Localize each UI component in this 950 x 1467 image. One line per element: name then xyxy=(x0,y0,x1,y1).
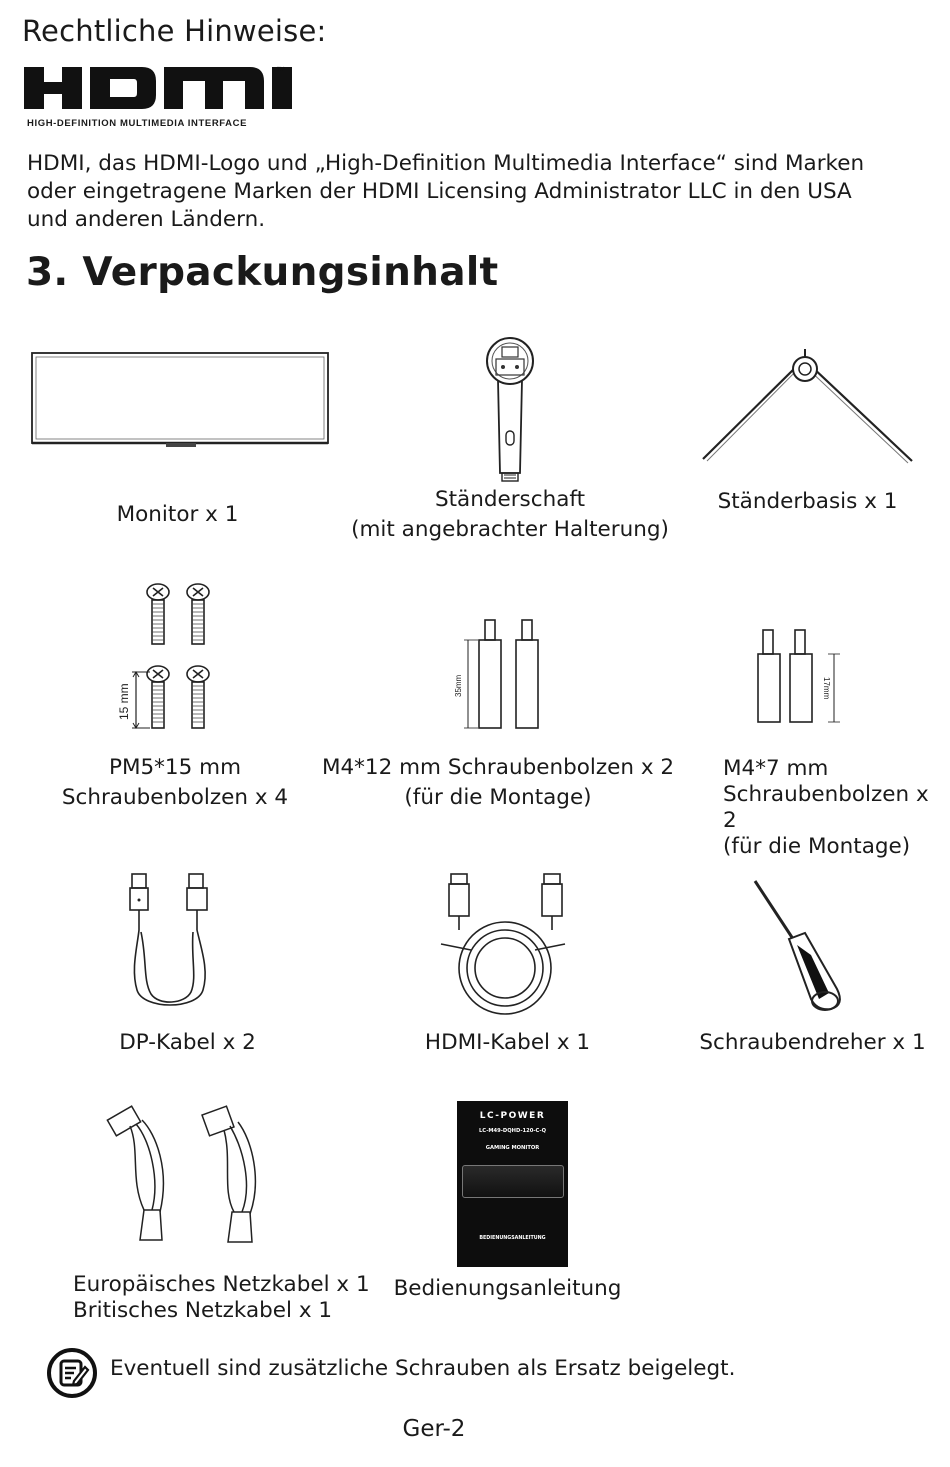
monitor-label: Monitor x 1 xyxy=(116,502,239,527)
hdmi-logo xyxy=(24,62,296,116)
screwdriver-label: Schraubendreher x 1 xyxy=(699,1030,926,1055)
hdmi-cable-illustration xyxy=(435,870,570,1020)
m4-7-label-line2: Schraubenbolzen x 2 xyxy=(723,782,929,833)
legal-line: und anderen Ländern. xyxy=(27,207,266,232)
hdmi-logo-subtitle: HIGH-DEFINITION MULTIMEDIA INTERFACE xyxy=(27,118,248,129)
pm5-dimension-label: 15 mm xyxy=(117,683,131,720)
m4-7-dimension-label: 17mm xyxy=(822,677,831,700)
manual-label: Bedienungsanleitung xyxy=(393,1276,622,1301)
manual-illustration xyxy=(457,1101,568,1267)
page-number: Ger-2 xyxy=(402,1416,466,1442)
dp-cable-label: DP-Kabel x 2 xyxy=(119,1030,256,1055)
stand-shaft-illustration xyxy=(478,335,544,485)
pm5-label-line2: Schraubenbolzen x 4 xyxy=(61,785,289,810)
note-text: Eventuell sind zusätzliche Schrauben als Ersatz beigelegt. xyxy=(110,1356,736,1381)
pm5-screws-illustration xyxy=(112,580,222,732)
manual-cover-model: LC-M49-DQHD-120-C-Q xyxy=(478,1128,546,1134)
pm5-screws-label xyxy=(45,753,305,813)
stand-base-label: Ständerbasis x 1 xyxy=(717,489,898,514)
legal-line: oder eingetragene Marken der HDMI Licensing Administrator LLC in den USA xyxy=(27,179,852,204)
m4-12-bolts-label xyxy=(318,753,678,813)
note-pencil-icon xyxy=(46,1347,98,1399)
manual-cover-monitor-image xyxy=(462,1165,564,1198)
legal-paragraph xyxy=(27,150,939,234)
stand-shaft-label-line2: (mit angebrachter Halterung) xyxy=(351,517,669,542)
stand-shaft-label-line1: Ständerschaft xyxy=(434,487,586,512)
stand-base-illustration xyxy=(700,345,915,465)
m4-7-bolts-label xyxy=(723,756,948,860)
screwdriver-illustration xyxy=(745,875,850,1015)
monitor-illustration xyxy=(30,350,330,450)
stand-shaft-label xyxy=(340,485,680,545)
power-cable-eu-label: Europäisches Netzkabel x 1 xyxy=(73,1272,370,1297)
section-title: 3. Verpackungsinhalt xyxy=(26,250,499,295)
power-cables-label xyxy=(73,1272,373,1324)
m4-7-label-line1: M4*7 mm xyxy=(723,756,829,781)
legal-heading: Rechtliche Hinweise: xyxy=(22,14,327,48)
m4-12-label-line2: (für die Montage) xyxy=(404,785,592,810)
m4-12-label-line1: M4*12 mm Schraubenbolzen x 2 xyxy=(321,755,675,780)
hdmi-cable-label: HDMI-Kabel x 1 xyxy=(424,1030,591,1055)
manual-cover-title: BEDIENUNGSANLEITUNG xyxy=(479,1236,546,1241)
m4-12-bolts-illustration xyxy=(450,615,550,735)
pm5-label-line1: PM5*15 mm xyxy=(108,755,242,780)
manual-cover-type: GAMING MONITOR xyxy=(485,1145,540,1151)
m4-7-label-line3: (für die Montage) xyxy=(723,834,911,859)
m4-7-bolts-illustration xyxy=(750,625,850,725)
m4-12-dimension-label: 35mm xyxy=(454,674,463,697)
power-cables-illustration xyxy=(100,1100,285,1260)
power-cable-uk-label: Britisches Netzkabel x 1 xyxy=(73,1298,333,1323)
trademark-symbol: ™ xyxy=(276,65,285,75)
legal-line: HDMI, das HDMI-Logo und „High-Definition Multimedia Interface“ sind Marken xyxy=(27,151,865,176)
dp-cable-illustration xyxy=(125,870,215,1015)
manual-cover-brand: LC-POWER xyxy=(479,1111,546,1121)
